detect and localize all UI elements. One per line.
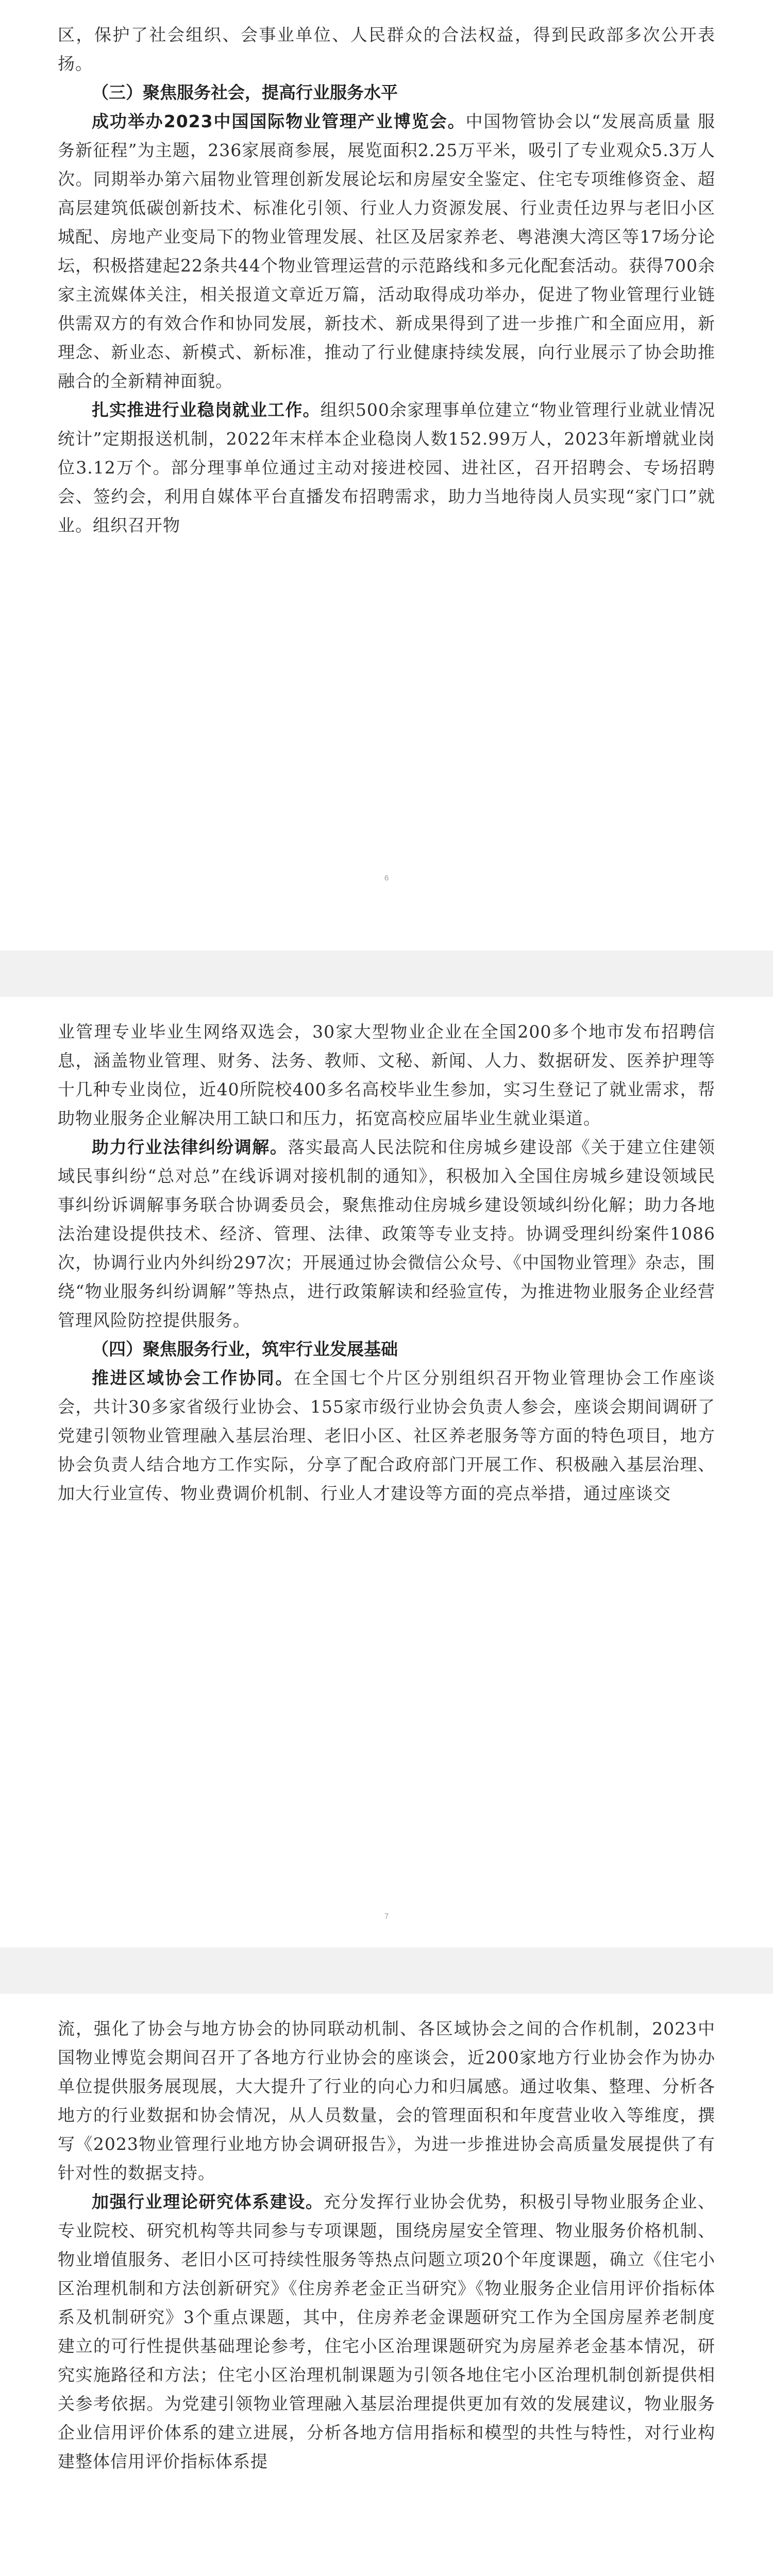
paragraph-body: 在全国七个片区分别组织召开物业管理协会工作座谈会，共计30多家省级行业协会、155家市级行业协会负责人参会，座谈会期间调研了党建引领物业管理融入基层治理、老旧小区、社区养老服务等方面的特色项目，地方协会负责人结合地方工作实际，分享了配合政府部门开展工作、积极融入基层治理、加大行业宣传、物业费调价机制、行业人才建设等方面的亮点举措，通过座谈交 <box>58 1368 716 1503</box>
paragraph-lead: 加强行业理论研究体系建设。 <box>92 2192 324 2212</box>
paragraph-lead: 扎实推进行业稳岗就业工作。 <box>92 400 321 420</box>
page-number: 6 <box>384 874 389 883</box>
paragraph: 流，强化了协会与地方协会的协同联动机制、各区域协会之间的合作机制，2023中国物业博览会期间召开了各地方行业协会的座谈会，近200家地方行业协会作为协办单位提供服务展现展，大大提升了行业的向心力和归属感。通过收集、整理、分析各地方的行业数据和协会情况，从人员数量，会的管理面积和年度营业收入等维度，撰写《2023物业管理行业地方协会调研报告》，为进一步推进协会高质量发展提供了有针对性的数据支持。 <box>58 2019 715 2183</box>
paragraph-lead: 成功举办2023中国国际物业管理产业博览会。 <box>92 111 466 131</box>
section-heading: （四）聚焦服务行业，筑牢行业发展基础 <box>92 1339 398 1359</box>
paragraph-body: 落实最高人民法院和住房城乡建设部《关于建立住建领域民事纠纷“总对总”在线诉调对接机制的通知》，积极加入全国住房城乡建设领域民事纠纷诉调解事务联合协调委员会，聚焦推动住房城乡建设领域纠纷化解；助力各地法治建设提供技术、经济、管理、法律、政策等专业支持。协调受理纠纷案件1086次，协调行业内外纠纷297次；开展通过协会微信公众号、《中国物业管理》杂志，围绕“物业服务纠纷调解”等热点，进行政策解读和经验宣传，为推进物业服务企业经营管理风险防控提供服务。 <box>58 1137 716 1330</box>
paragraph <box>58 396 715 540</box>
document-page-3 <box>0 1994 773 2576</box>
document-page-1 <box>0 0 773 951</box>
paragraph <box>58 2188 715 2476</box>
page-number: 7 <box>384 1912 389 1921</box>
document-page-2 <box>0 997 773 1947</box>
paragraph <box>58 1133 715 1335</box>
paragraph-lead: 助力行业法律纠纷调解。 <box>92 1137 288 1157</box>
paragraph-body: 组织500余家理事单位建立“物业管理行业就业情况统计”定期报送机制，2022年末样本企业稳岗人数152.99万人，2023年新增就业岗位3.12万个。部分理事单位通过主动对接进校园、进社区，召开招聘会、专场招聘会、签约会，利用自媒体平台直播发布招聘需求，助力当地待岗人员实现“家门口”就业。组织召开物 <box>58 400 716 535</box>
paragraph-lead: 推进区域协会工作协同。 <box>92 1368 294 1388</box>
paragraph <box>58 1364 715 1508</box>
paragraph-body: 充分发挥行业协会优势，积极引导物业服务企业、专业院校、研究机构等共同参与专项课题，围绕房屋安全管理、物业服务价格机制、物业增值服务、老旧小区可持续性服务等热点问题立项20个年度课题，确立《住宅小区治理机制和方法创新研究》《住房养老金正当研究》《物业服务企业信用评价指标体系及机制研究》3个重点课题，其中，住房养老金课题研究工作为全国房屋养老制度建立的可行性提供基础理论参考，住宅小区治理课题研究为房屋养老金基本情况，研究实施路径和方法；住宅小区治理机制课题为引领各地住宅小区治理机制创新提供相关参考依据。为党建引领物业管理融入基层治理提供更加有效的发展建议，物业服务企业信用评价体系的建立进展，分析各地方信用指标和模型的共性与特性，对行业构建整体信用评价指标体系提 <box>58 2192 716 2471</box>
paragraph-body: 中国物管协会以“发展高质量 服务新征程”为主题，236家展商参展，展览面积2.25万平米，吸引了专业观众5.3万人次。同期举办第六届物业管理创新发展论坛和房屋安全鉴定、住宅专项维修资金、超高层建筑低碳创新技术、标准化引领、行业人力资源发展、行业责任边界与老旧小区城配、房地产业变局下的物业管理发展、社区及居家养老、粤港澳大湾区等17场分论坛，积极搭建起22条共44个物业管理运营的示范路线和多元化配套活动。获得700余家主流媒体关注，相关报道文章近万篇，活动取得成功举办，促进了物业管理行业链供需双方的有效合作和协同发展，新技术、新成果得到了进一步推广和全面应用，新理念、新业态、新模式、新标准，推动了行业健康持续发展，向行业展示了协会助推融合的全新精神面貌。 <box>58 111 715 391</box>
paragraph: 业管理专业毕业生网络双选会，30家大型物业企业在全国200多个地市发布招聘信息，涵盖物业管理、财务、法务、教师、文秘、新闻、人力、数据研发、医养护理等十几种专业岗位，近40所院校400多名高校毕业生参加，实习生登记了就业需求，帮助物业服务企业解决用工缺口和压力，拓宽高校应届毕业生就业渠道。 <box>58 1022 715 1128</box>
section-heading: （三）聚焦服务社会，提高行业服务水平 <box>92 82 398 103</box>
paragraph: 区，保护了社会组织、会事业单位、人民群众的合法权益，得到民政部多次公开表扬。 <box>58 25 715 74</box>
paragraph <box>58 107 715 396</box>
